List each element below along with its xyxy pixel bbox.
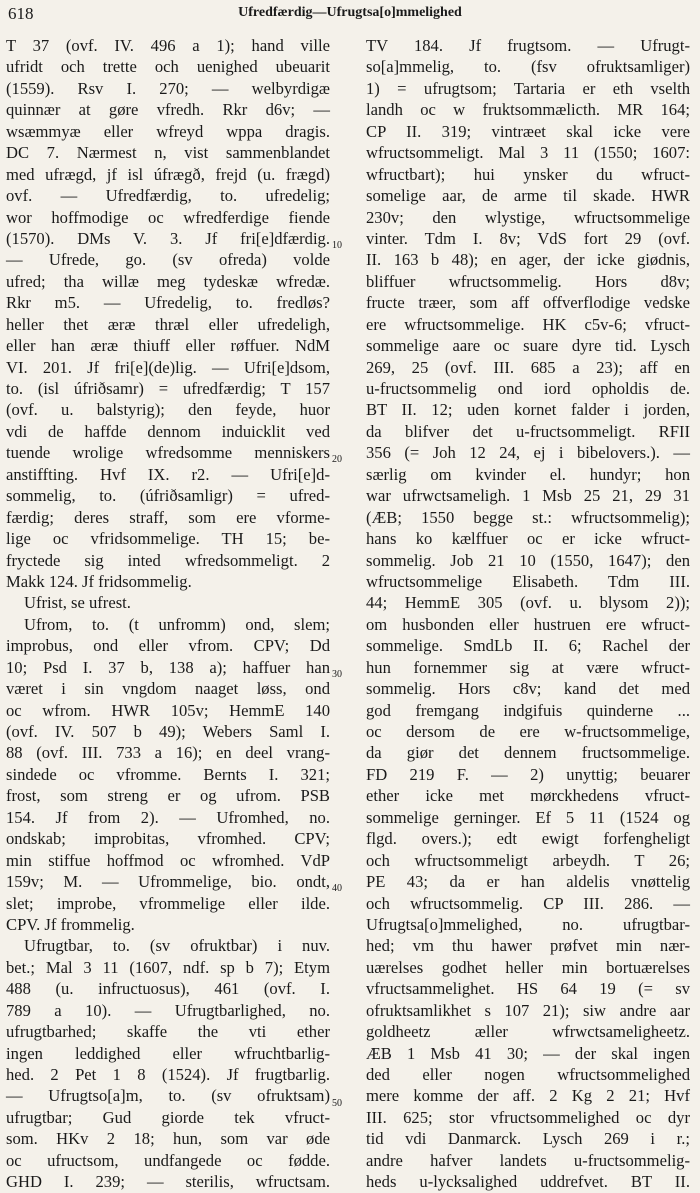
text-line: oc ufructsom, undfangede oc fødde. — [6, 1150, 330, 1170]
text-line: særlig om kvinder el. hundyr; hon — [366, 464, 690, 484]
text-line: tid vdi Danmarck. Lysch 269 i r.; — [366, 1129, 690, 1149]
text-line: ufrugtbarhed; skaffe the vti ether — [6, 1022, 330, 1042]
text-line: sommelig. Job 21 10 (1550, 1647); den — [366, 550, 690, 570]
text-line: PE 43; da er han aldelis vnøttelig — [366, 872, 690, 892]
text-line: bliffuer wfructsommelig. Hors d8v; — [366, 271, 690, 291]
text-line: wsæmmyæ eller wfreyd wppa dragis. — [6, 121, 330, 141]
text-line: (1570). DMs V. 3. Jf fri[e]dfærdig. — [6, 228, 330, 248]
text-line: war ufrwctsameligh. 1 Msb 25 21, 29 31 — [366, 486, 690, 506]
text-line: ofruktsamlikhet s 107 21); siw andre aar — [366, 1000, 690, 1020]
text-line: Rkr m5. — Ufredelig, to. fredløs? — [6, 293, 330, 313]
text-line: wfructbart); hui ynsker du wfruct- — [366, 164, 690, 184]
text-line: landh oc w fruktsommælicth. MR 164; — [366, 100, 690, 120]
text-line: sommelig. Hors c8v; kand det med — [366, 679, 690, 699]
text-line: wfructsommelige Elisabeth. Tdm III. — [366, 571, 690, 591]
text-line: om husbonden eller hustruen ere wfruct- — [366, 614, 690, 634]
text-line: anstiffting. Hvf IX. r2. — Ufri[e]d- — [6, 464, 330, 484]
text-line: sommelige. SmdLb II. 6; Rachel der — [366, 636, 690, 656]
text-line: Makk 124. Jf fridsommelig. — [6, 571, 192, 591]
text-line: vfructsammelighet. HS 64 19 (= sv — [366, 979, 690, 999]
text-line: (ÆB; 1550 begge st.: wfructsommelig); — [366, 507, 690, 527]
text-line: u-fructsommelig ond iord opholdis de. — [366, 379, 690, 398]
text-line: heds u-lycksalighed uddrefvet. BT II. — [366, 1172, 690, 1192]
line-number: 20 — [332, 454, 342, 465]
text-line: uærelses godhet heller min bortuærelses — [366, 957, 690, 977]
right-column — [366, 35, 690, 1192]
text-line: ingen leddighed eller wfruchtbarlig- — [6, 1043, 330, 1063]
text-line: andre hafver landets u-fructsommelig- — [366, 1150, 690, 1170]
text-line: to. (isl úfriðsamr) = ufredfærdig; T 157 — [6, 379, 330, 398]
text-line: da giør det dennem fructsommelige. — [366, 743, 690, 763]
text-line: heller thet æræ thræl eller ufredeligh, — [6, 314, 330, 334]
line-number: 10 — [332, 240, 342, 251]
text-line: 230v; den wlystige, wfructsommelige — [366, 207, 690, 227]
text-line: oc dersom de ere w-fructsommelige, — [366, 722, 690, 741]
text-line: fryctede sig inted wfredsommeligt. 2 — [6, 550, 330, 570]
text-line: CP II. 319; vintræet skal icke vere — [366, 121, 690, 141]
text-line: tuende wrolige wfredsomme menniskers — [6, 443, 330, 463]
text-line: Ufrugtsa[o]mmelighed, no. ufrugtbar- — [366, 914, 690, 934]
text-line: III. 625; stor vfructsommelighed oc dyr — [366, 1107, 690, 1127]
text-line: oc wfrom. HWR 105v; HemmE 140 — [6, 700, 330, 720]
text-line: — Ufrugtso[a]m, to. (sv ofruktsam) — [6, 1086, 330, 1106]
line-number: 50 — [332, 1098, 342, 1109]
text-line: ether icke met mørckhedens vfruct- — [366, 786, 690, 806]
text-line: været i sin vngdom naaget løss, ond — [6, 679, 330, 699]
text-line: 789 a 10). — Ufrugtbarlighed, no. — [6, 1000, 330, 1020]
text-line: (1559). Rsv I. 270; — welbyrdigæ — [6, 78, 330, 98]
text-line: hed. 2 Pet 1 8 (1524). Jf frugtbarlig. — [6, 1065, 330, 1084]
text-line: Ufrist, se ufrest. — [24, 593, 131, 613]
text-line: GHD I. 239; — sterilis, wfructsam. — [6, 1172, 330, 1192]
text-line: ufridt och trette och uenighed ubeuarit — [6, 57, 330, 77]
text-line: 488 (u. infructuosus), 461 (ovf. I. — [6, 979, 330, 999]
text-line: eller han æræ thiuff eller røffuer. NdM — [6, 336, 330, 356]
text-line: ondskab; improbitas, vfromhed. CPV; — [6, 829, 330, 849]
text-line: somelige aar, de arme til skade. HWR — [366, 186, 690, 206]
text-line: sindede oc vfromme. Bernts I. 321; — [6, 764, 330, 784]
text-line: — Ufrede, go. (sv ofreda) volde — [6, 250, 330, 270]
line-number: 30 — [332, 669, 342, 680]
text-line: mere komme der aff. 2 Kg 2 21; Hvf — [366, 1086, 690, 1106]
text-line: med ufrægd, jf isl úfrægð, frejd (u. frægd) — [6, 164, 330, 184]
text-line: DC 7. Nærmest n, vist sammenblandet — [6, 143, 330, 163]
text-line: VI. 201. Jf fri[e](de)lig. — Ufri[e]dsom, — [6, 357, 330, 377]
text-line: CPV. Jf frommelig. — [6, 914, 135, 934]
text-line: II. 163 b 48); en ager, der icke giødnis, — [366, 250, 690, 270]
text-line: vinter. Tdm I. 8v; VdS fort 29 (ovf. — [366, 228, 690, 248]
left-column — [6, 35, 330, 1192]
text-line: flgd. overs.); edt ewigt forfengheligt — [366, 829, 690, 849]
text-line: ÆB 1 Msb 41 30; — der skal ingen — [366, 1043, 690, 1063]
page-number: 618 — [8, 4, 34, 23]
text-line: Ufrugtbar, to. (sv ofruktbar) i nuv. — [24, 936, 330, 956]
text-line: (ovf. u. balstyrig); den feyde, huor — [6, 400, 330, 420]
text-line: vdi de haffde dennom induicklit ved — [6, 421, 330, 441]
text-line: færdig; deres straff, som ere vforme- — [6, 507, 330, 527]
text-line: god fremgang indgifuis quinderne ... — [366, 700, 690, 720]
text-line: slet; improbe, vfrommelige eller ilde. — [6, 893, 330, 913]
text-line: Ufrom, to. (t unfromm) ond, slem; — [24, 614, 330, 634]
text-line: lige oc vfridsommelige. TH 15; be- — [6, 529, 330, 549]
text-line: hun fornemmer sig at være wfruct- — [366, 657, 690, 677]
text-line: 88 (ovf. III. 733 a 16); en deel vrang- — [6, 743, 330, 763]
text-line: sommelige gerninger. Ef 5 11 (1524 og — [366, 807, 690, 827]
text-line: goldheetz æller wfrwctsameligheetz. — [366, 1022, 690, 1042]
text-line: och wfructsommelig. CP III. 286. — — [366, 893, 690, 913]
text-line: ufrugtbar; Gud giorde tek vfruct- — [6, 1107, 330, 1127]
text-line: FD 219 F. — 2) unyttig; beuarer — [366, 764, 690, 784]
text-line: ere wfructsommelige. HK c5v-6; vfruct- — [366, 314, 690, 334]
text-line: wor hoffmodige oc wfredferdige fiende — [6, 207, 330, 227]
text-line: 1) = ufrugtsom; Tartaria er eth vselth — [366, 78, 690, 98]
running-head: Ufredfærdig—Ufrugtsa[o]mmelighed — [238, 5, 462, 20]
text-line: 154. Jf from 2). — Ufromhed, no. — [6, 807, 330, 827]
text-line: som. HKv 2 18; hun, som var øde — [6, 1129, 330, 1149]
text-line: 159v; M. — Ufrommelige, bio. ondt, — [6, 872, 330, 892]
text-line: quinnær at gøre vfredh. Rkr d6v; — — [6, 100, 330, 120]
text-line: wfructsommeligt. Mal 3 11 (1550; 1607: — [366, 143, 690, 163]
text-line: improbus, ond eller vfrom. CPV; Dd — [6, 636, 330, 656]
text-line: fructe træer, som aff offverflodige vedske — [366, 293, 690, 313]
text-line: ded eller nogen wfructsommelighed — [366, 1065, 690, 1084]
text-line: 10; Psd I. 37 b, 138 a); haffuer han — [6, 657, 330, 677]
text-line: T 37 (ovf. IV. 496 a 1); hand ville — [6, 36, 330, 55]
text-line: sommelig, to. (úfriðsamligr) = ufred- — [6, 486, 330, 506]
text-line: bet.; Mal 3 11 (1607, ndf. sp b 7); Etym — [6, 957, 330, 977]
text-line: BT II. 12; uden kornet falder i jorden, — [366, 400, 690, 420]
text-line: min stiffue hoffmod oc wfromhed. VdP — [6, 850, 330, 870]
text-line: 44; HemmE 305 (ovf. u. blysom 2)); — [366, 593, 690, 613]
text-line: ufred; tha willæ meg tydeskæ wfredæ. — [6, 271, 330, 291]
text-line: och wfructsommeligt arbeydh. T 26; — [366, 850, 690, 870]
text-line: da blifver det u-fructsommeligt. RFII — [366, 421, 690, 441]
text-line: sommelige aare oc suare dyre tid. Lysch — [366, 336, 690, 356]
text-line: hans ko kælffuer oc er icke wfruct- — [366, 529, 690, 549]
text-line: 269, 25 (ovf. III. 685 a 23); aff en — [366, 357, 690, 377]
line-number: 40 — [332, 883, 342, 894]
text-line: so[a]mmelig, to. (fsv ofruktsamliger) — [366, 57, 690, 77]
text-line: TV 184. Jf frugtsom. — Ufrugt- — [366, 36, 690, 55]
text-line: frost, som streng er og ufrom. PSB — [6, 786, 330, 806]
text-line: ovf. — Ufredfærdig, to. ufredelig; — [6, 186, 330, 206]
text-line: (ovf. IV. 507 b 49); Webers Saml I. — [6, 722, 330, 741]
text-line: hed; vm thu hawer prøfvet min nær- — [366, 936, 690, 956]
text-line: 356 (= Joh 12 24, ej i bibelovers.). — — [366, 443, 690, 463]
